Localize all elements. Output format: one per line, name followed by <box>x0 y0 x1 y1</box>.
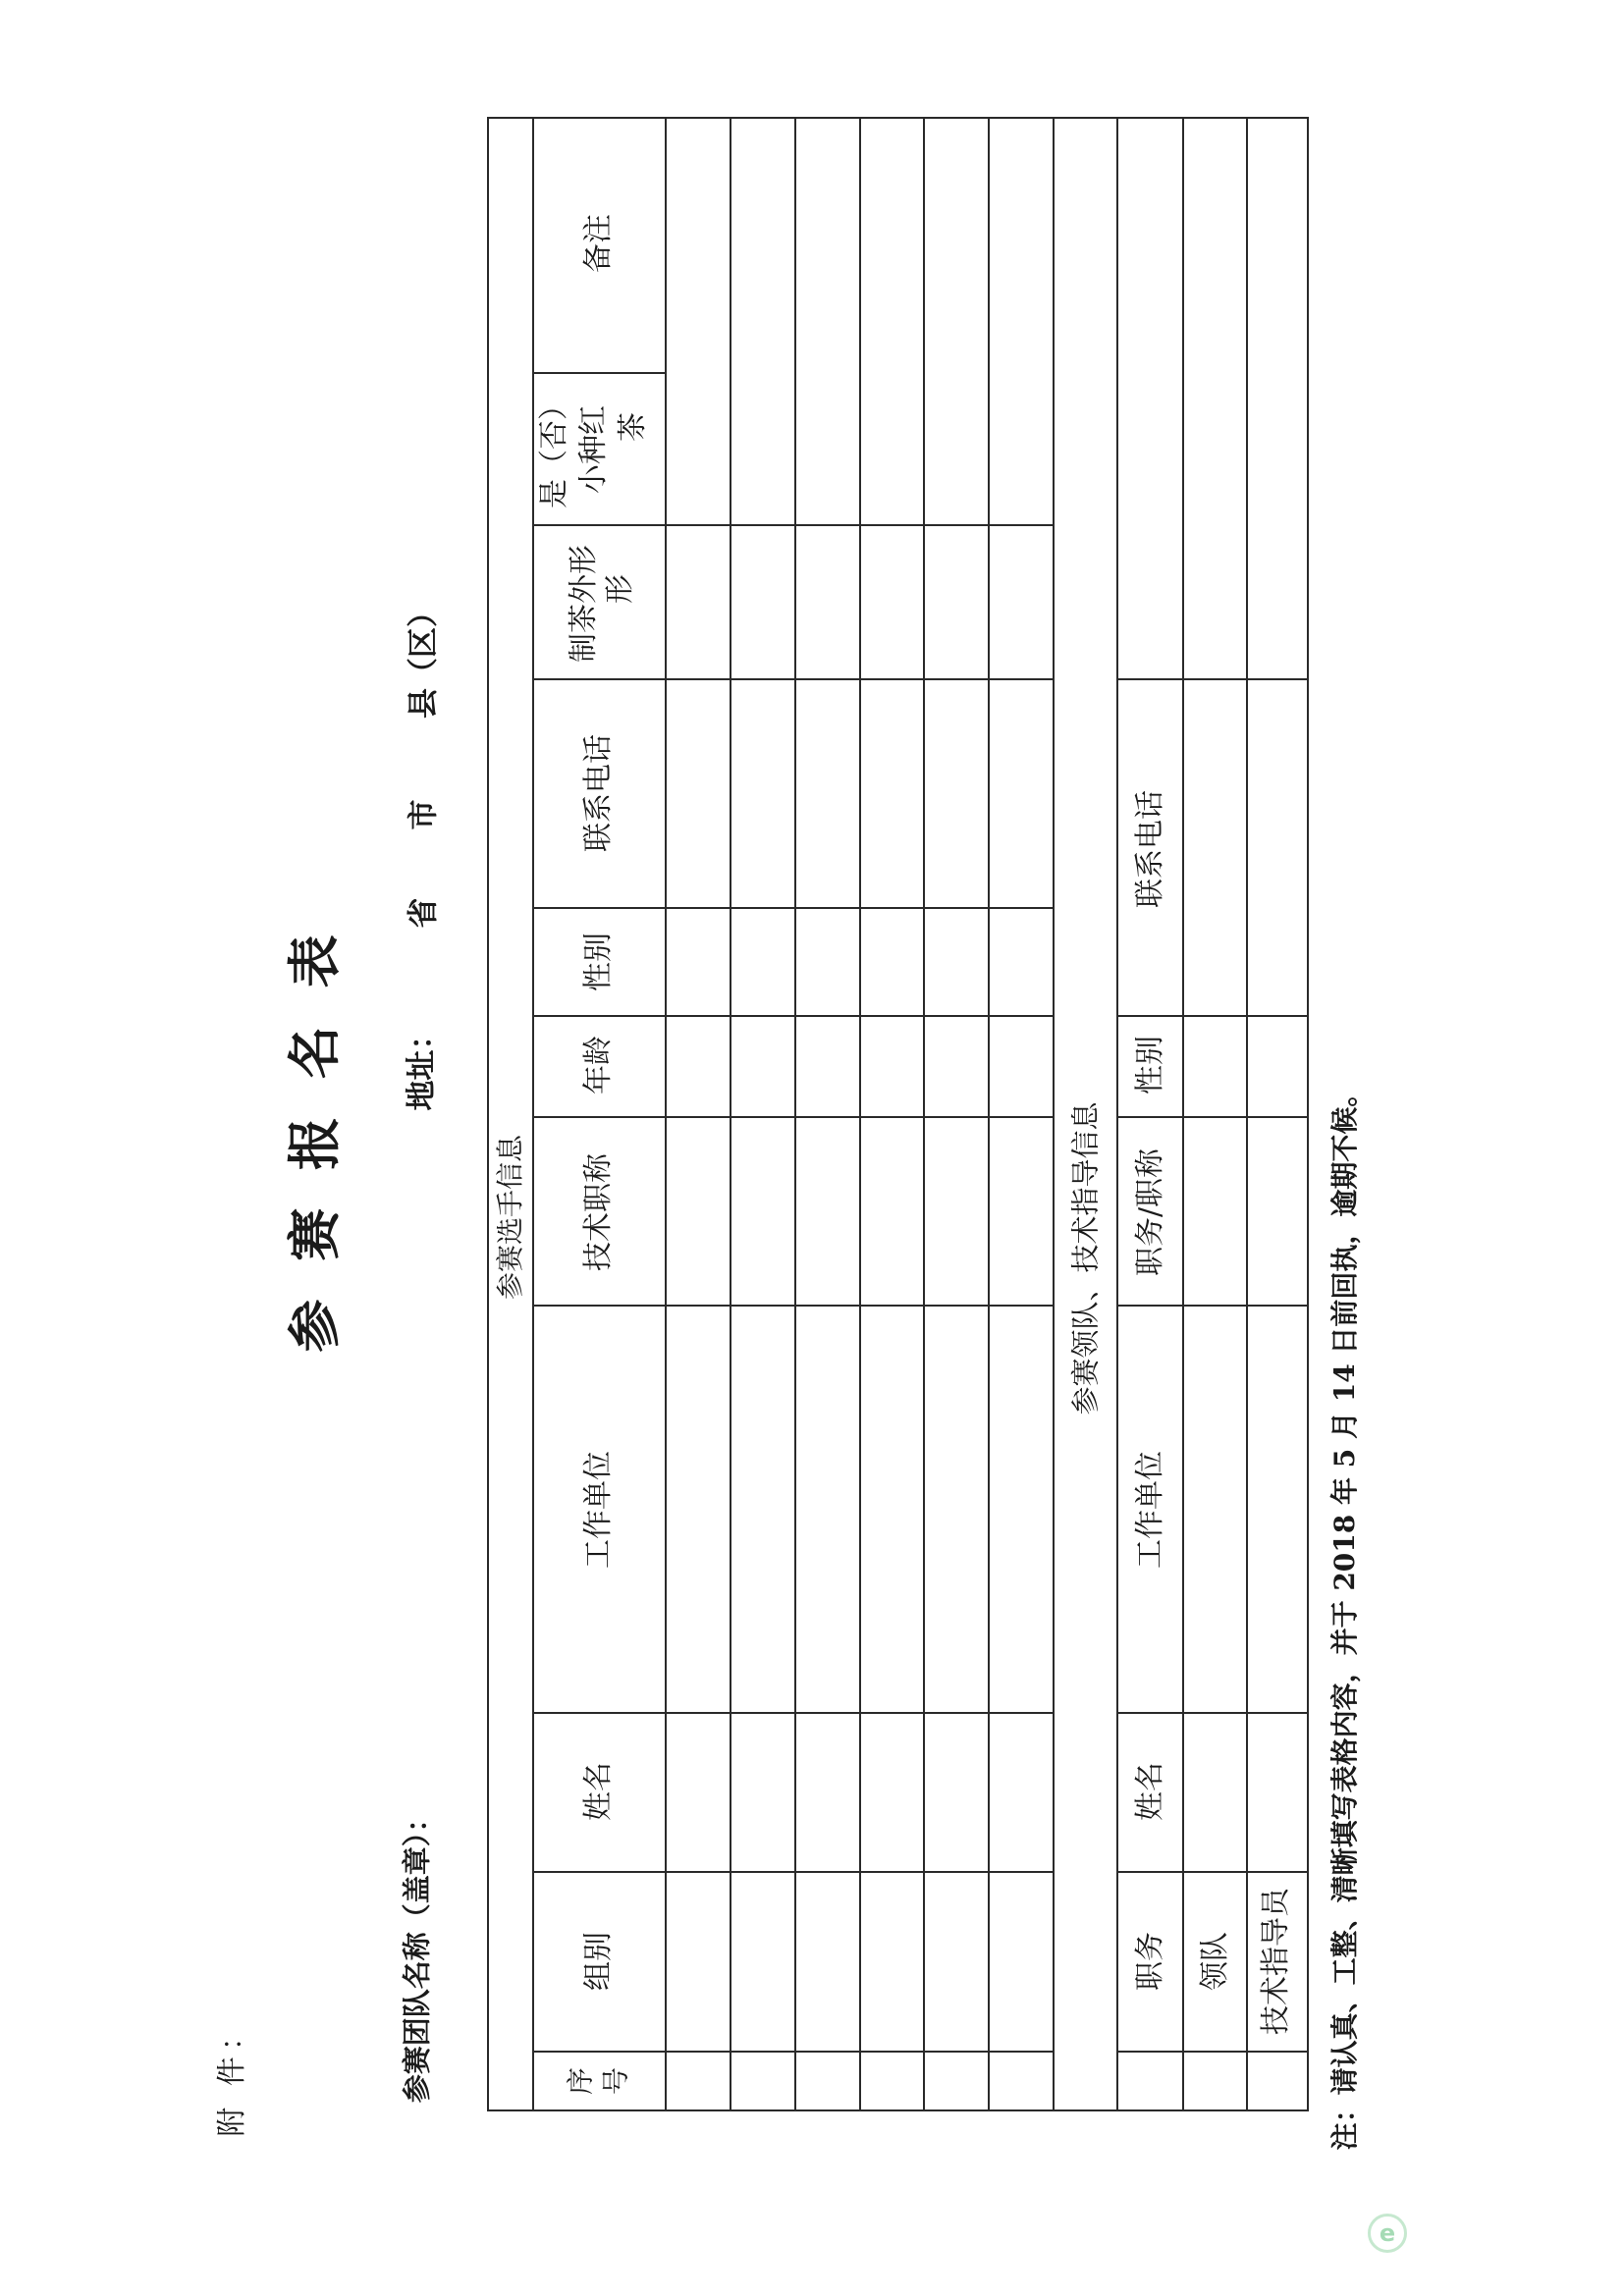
staff-header-name: 姓名 <box>1133 1762 1167 1821</box>
header-group: 组别 <box>581 1932 616 1991</box>
address-province: 省 <box>406 897 442 929</box>
header-tea-shape-cont: 形 <box>603 574 637 604</box>
staff-header-position: 职务/职称 <box>1133 1148 1167 1277</box>
header-lapsang-line3: 茶 <box>616 412 650 442</box>
staff-header-gender: 性别 <box>1133 1036 1167 1095</box>
page-title: 参 赛 报 名 表 <box>283 925 346 1353</box>
staff-row-tech-advisor: 技术指导员 <box>1259 1888 1293 2035</box>
staff-header-employer: 工作单位 <box>1133 1451 1167 1569</box>
header-gender: 性别 <box>581 933 616 991</box>
contestant-section-title: 参赛选手信息 <box>494 1134 526 1301</box>
staff-section-title: 参赛领队、技术指导信息 <box>1068 1101 1103 1415</box>
header-tea-shape: 制茶外形 <box>567 545 601 663</box>
watermark-icon: e <box>1368 2214 1407 2253</box>
header-no-text: 序号 <box>564 2067 632 2096</box>
header-lapsang-line1: 是（否） <box>537 391 571 508</box>
address-label: 地址： <box>404 1019 440 1111</box>
header-phone: 联系电话 <box>581 734 616 852</box>
header-age: 年龄 <box>581 1036 616 1095</box>
team-name-label: 参赛团队名称（盖章）： <box>400 1803 434 2104</box>
address-county: 县（区） <box>406 597 442 719</box>
header-tech-title: 技术职称 <box>581 1153 616 1271</box>
header-no <box>564 2059 635 2103</box>
address-city: 市 <box>406 799 442 830</box>
footnote: 注：请认真、工整、清晰填写表格内容，并于 2018 年 5 月 14 日前回执，逾期不候。 <box>1328 1079 1361 2151</box>
attachment-label: 附 件： <box>215 2015 249 2137</box>
staff-header-role: 职务 <box>1133 1932 1167 1991</box>
staff-header-phone: 联系电话 <box>1133 790 1167 908</box>
header-employer: 工作单位 <box>581 1451 616 1569</box>
header-lapsang-line2: 小种红 <box>576 405 611 494</box>
header-remarks: 备注 <box>581 214 616 273</box>
staff-row-leader: 领队 <box>1198 1932 1232 1991</box>
header-name: 姓名 <box>581 1762 616 1821</box>
